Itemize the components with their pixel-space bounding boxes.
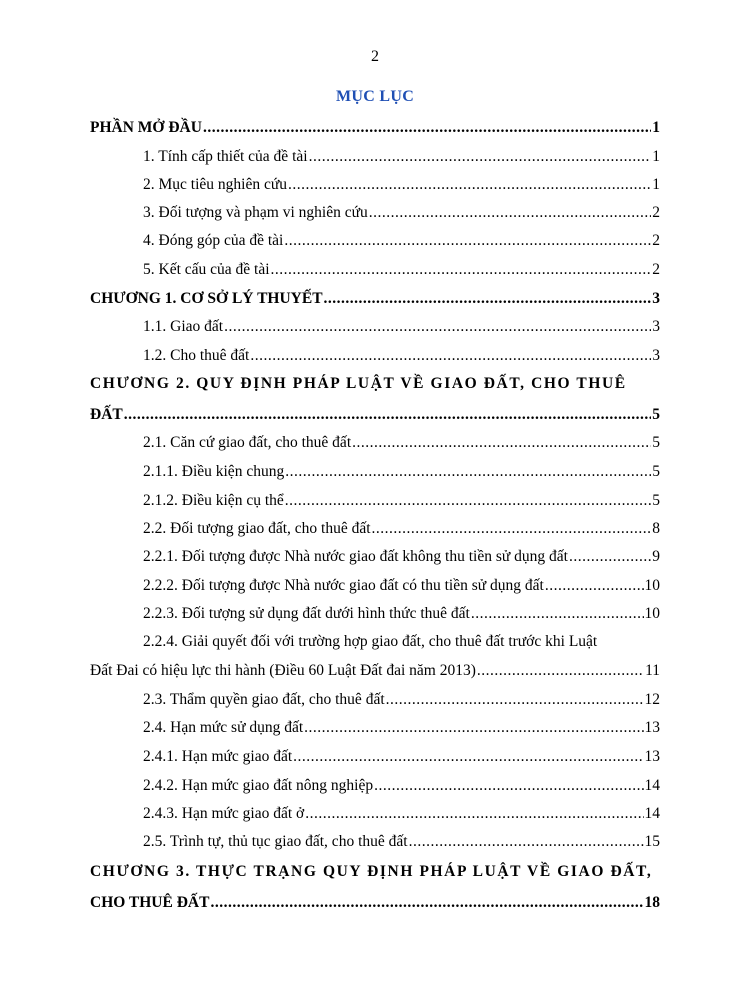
toc-leader-dots xyxy=(293,747,643,767)
toc-leader-dots xyxy=(305,804,643,824)
toc-leader-dots xyxy=(369,203,652,223)
toc-leader-dots xyxy=(203,118,651,138)
toc-entry-page: 12 xyxy=(644,691,660,708)
toc-entry[interactable] xyxy=(143,576,660,596)
toc-entry[interactable] xyxy=(143,547,660,567)
toc-entry-label: CHO THUÊ ĐẤT xyxy=(90,894,210,911)
toc-entry-label: 2.4. Hạn mức sử dụng đất xyxy=(143,719,304,736)
toc-entry-label-line1[interactable]: CHƯƠNG 2. QUY ĐỊNH PHÁP LUẬT VỀ GIAO ĐẤT, CHO THUÊ xyxy=(90,375,627,392)
toc-leader-dots xyxy=(545,576,644,596)
toc-entry[interactable] xyxy=(143,433,660,453)
toc-entry-page: 9 xyxy=(652,548,660,565)
toc-entry-page: 10 xyxy=(644,577,660,594)
toc-entry-page: 3 xyxy=(652,347,660,364)
toc-entry-page: 5 xyxy=(652,463,660,480)
toc-leader-dots xyxy=(409,832,644,852)
toc-entry-label: 5. Kết cấu của đề tài xyxy=(143,261,270,278)
toc-entry-label: 2.2. Đối tượng giao đất, cho thuê đất xyxy=(143,520,371,537)
toc-entry-page: 15 xyxy=(644,833,660,850)
toc-entry[interactable] xyxy=(143,832,660,852)
toc-entry-page: 2 xyxy=(652,232,660,249)
toc-leader-dots xyxy=(324,289,652,309)
toc-leader-dots xyxy=(271,260,652,280)
toc-entry-label: 2.4.3. Hạn mức giao đất ở xyxy=(143,805,305,822)
toc-leader-dots xyxy=(288,175,651,195)
toc-leader-dots xyxy=(372,519,652,539)
toc-entry-label: 2.4.2. Hạn mức giao đất nông nghiệp xyxy=(143,777,374,794)
toc-leader-dots xyxy=(352,433,651,453)
toc-entry-page: 14 xyxy=(644,805,660,822)
toc-entry-page: 13 xyxy=(644,748,660,765)
toc-entry-page: 5 xyxy=(652,434,660,451)
toc-title: MỤC LỤC xyxy=(335,88,415,105)
toc-entry[interactable] xyxy=(143,175,660,195)
toc-leader-dots xyxy=(210,893,643,913)
toc-leader-dots xyxy=(569,547,651,567)
toc-entry-page: 1 xyxy=(652,119,660,136)
toc-entry-label: ĐẤT xyxy=(90,406,123,423)
toc-entry-page: 11 xyxy=(645,662,660,679)
toc-leader-dots xyxy=(304,718,643,738)
toc-entry-label: 2.2.2. Đối tượng được Nhà nước giao đất có thu tiền sử dụng đất xyxy=(143,577,544,594)
toc-entry[interactable] xyxy=(143,231,660,251)
toc-leader-dots xyxy=(471,604,644,624)
toc-entry-label: 2.1. Căn cứ giao đất, cho thuê đất xyxy=(143,434,352,451)
toc-entry[interactable] xyxy=(90,661,660,681)
toc-entry[interactable] xyxy=(90,893,660,913)
toc-entry-page: 8 xyxy=(652,520,660,537)
toc-entry-label: 2.1.2. Điều kiện cụ thể xyxy=(143,492,284,509)
toc-entry-page: 2 xyxy=(652,261,660,278)
toc-leader-dots xyxy=(374,776,643,796)
toc-entry-label: 1.1. Giao đất xyxy=(143,318,224,335)
toc-entry-label: 2.2.1. Đối tượng được Nhà nước giao đất không thu tiền sử dụng đất xyxy=(143,548,568,565)
toc-entry[interactable] xyxy=(143,519,660,539)
toc-entry-label-line1[interactable]: 2.2.4. Giải quyết đối với trường hợp giao đất, cho thuê đất trước khi Luật xyxy=(143,633,598,650)
toc-entry-label: 2.1.1. Điều kiện chung xyxy=(143,463,285,480)
toc-entry-page: 5 xyxy=(652,492,660,509)
toc-leader-dots xyxy=(124,405,652,425)
toc-entry-label-line1[interactable]: CHƯƠNG 3. THỰC TRẠNG QUY ĐỊNH PHÁP LUẬT VỀ GIAO ĐẤT, xyxy=(90,863,653,880)
toc-leader-dots xyxy=(386,690,644,710)
toc-entry[interactable] xyxy=(143,604,660,624)
toc-entry-label: 2.5. Trình tự, thủ tục giao đất, cho thuê đất xyxy=(143,833,408,850)
toc-leader-dots xyxy=(224,317,651,337)
toc-entry-page: 10 xyxy=(644,605,660,622)
toc-entry-label: 4. Đóng góp của đề tài xyxy=(143,232,284,249)
toc-entry[interactable] xyxy=(143,203,660,223)
toc-leader-dots xyxy=(477,661,644,681)
toc-entry-page: 1 xyxy=(652,148,660,165)
toc-entry-label: 2.2.3. Đối tượng sử dụng đất dưới hình thức thuê đất xyxy=(143,605,470,622)
page-number: 2 xyxy=(371,48,379,65)
toc-leader-dots xyxy=(250,346,651,366)
toc-entry-page: 3 xyxy=(652,290,660,307)
toc-entry[interactable] xyxy=(143,747,660,767)
toc-entry-page: 13 xyxy=(644,719,660,736)
toc-entry-label: 3. Đối tượng và phạm vi nghiên cứu xyxy=(143,204,368,221)
toc-entry[interactable] xyxy=(143,804,660,824)
toc-entry[interactable] xyxy=(143,491,660,511)
toc-entry[interactable] xyxy=(90,289,660,309)
toc-entry[interactable] xyxy=(143,690,660,710)
toc-entry-label: 1.2. Cho thuê đất xyxy=(143,347,250,364)
toc-entry[interactable] xyxy=(143,260,660,280)
toc-entry-page: 2 xyxy=(652,204,660,221)
toc-entry-page: 5 xyxy=(652,406,660,423)
toc-entry-label: 2.3. Thẩm quyền giao đất, cho thuê đất xyxy=(143,691,385,708)
toc-leader-dots xyxy=(309,147,652,167)
toc-entry[interactable] xyxy=(90,118,660,138)
toc-entry[interactable] xyxy=(143,718,660,738)
toc-entry[interactable] xyxy=(143,317,660,337)
toc-entry-label: Đất Đai có hiệu lực thi hành (Điều 60 Luật Đất đai năm 2013) xyxy=(90,662,476,679)
toc-entry-page: 1 xyxy=(652,176,660,193)
toc-entry[interactable] xyxy=(143,147,660,167)
toc-entry-label: 2.4.1. Hạn mức giao đất xyxy=(143,748,293,765)
toc-entry[interactable] xyxy=(90,405,660,425)
toc-leader-dots xyxy=(284,231,651,251)
toc-entry-page: 18 xyxy=(644,894,660,911)
toc-entry[interactable] xyxy=(143,346,660,366)
toc-entry-label: PHẦN MỞ ĐẦU xyxy=(90,119,202,136)
toc-entry[interactable] xyxy=(143,462,660,482)
toc-entry-label: 1. Tính cấp thiết của đề tài xyxy=(143,148,308,165)
toc-entry-label: 2. Mục tiêu nghiên cứu xyxy=(143,176,287,193)
toc-leader-dots xyxy=(285,462,651,482)
toc-entry-page: 14 xyxy=(644,777,660,794)
toc-leader-dots xyxy=(285,491,651,511)
toc-entry-page: 3 xyxy=(652,318,660,335)
toc-entry-label: CHƯƠNG 1. CƠ SỞ LÝ THUYẾT xyxy=(90,290,323,307)
toc-entry[interactable] xyxy=(143,776,660,796)
